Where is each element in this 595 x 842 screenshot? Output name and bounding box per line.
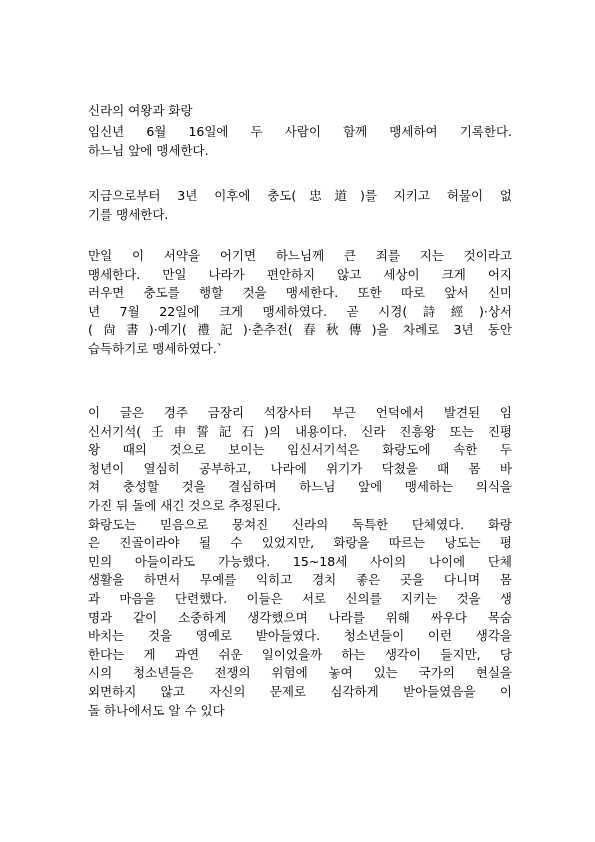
text-line: 이 글은 경주 금장리 석장사터 부근 언덕에서 발견된 임	[88, 405, 512, 420]
text-line: 하느님 앞에 맹세한다.	[88, 142, 209, 158]
text-line: 민의 아들이라도 가능했다. 15~18세 사이의 나이에 단체	[88, 553, 512, 569]
text-line: 맹세한다. 만일 나라가 편안하지 않고 세상이 크게 어지	[88, 266, 512, 282]
text-line: 한다는 게 과연 쉬운 일이었을까 하는 생각이 들지만, 당	[88, 646, 512, 662]
text-line: 러우면 충도를 행할 것을 맹세한다. 또한 따로 앞서 신미	[88, 285, 512, 301]
text-line: 습득하기로 맹세하였다.`	[88, 340, 223, 356]
text-line: 외면하지 않고 자신의 문제로 심각하게 받아들였음을 이	[88, 683, 512, 699]
text-line: (尙書)·예기(禮記)·춘추전(春秋傳)을 차례로 3년 동안	[88, 322, 512, 338]
document-title: 신라의 여왕과 화랑	[88, 103, 193, 118]
pledge-paragraph-1	[88, 123, 512, 160]
text-line: 명과 같이 소중하게 생각했으며 나라를 위해 싸우다 목숨	[88, 609, 512, 625]
text-line: 지금으로부터 3년 이후에 충도(忠道)를 지키고 허물이 없	[88, 188, 512, 203]
text-line: 왕 때의 것으로 보이는 임신서기석은 화랑도에 속한 두	[88, 442, 512, 458]
text-line: 신서기석(壬申誓記石)의 내용이다. 신라 진흥왕 또는 진평	[88, 423, 512, 439]
text-line: 은 진골이라야 될 수 있었지만, 화랑을 따르는 낭도는 평	[88, 535, 512, 551]
pledge-paragraph-2	[88, 187, 512, 224]
text-line: 만일 이 서약을 어기면 하느님께 큰 죄를 지는 것이라고	[88, 248, 512, 263]
text-line: 생활을 하면서 무예를 익히고 경치 좋은 곳을 다니며 몸	[88, 572, 512, 588]
text-line: 쳐 충성할 것을 결심하며 하느님 앞에 맹세하는 의식을	[88, 479, 512, 495]
text-line: 돌 하나에서도 알 수 있다	[88, 702, 225, 718]
text-line: 청년이 열심히 공부하고, 나라에 위기가 닥쳤을 때 몸 바	[88, 460, 512, 476]
text-line: 화랑도는 믿음으로 뭉쳐진 신라의 독특한 단체였다. 화랑	[88, 516, 512, 532]
text-line: 가진 뒤 돌에 새긴 것으로 추정된다.	[88, 497, 281, 513]
text-line: 년 7월 22일에 크게 맹세하였다. 곧 시경(詩經)·상서	[88, 303, 512, 319]
text-line: 임신년 6월 16일에 두 사람이 함께 맹세하여 기록한다.	[88, 124, 512, 139]
text-line: 시의 청소년들은 전쟁의 위험에 놓여 있는 국가의 현실을	[88, 665, 512, 681]
text-line: 기를 맹세한다.	[88, 206, 169, 222]
pledge-paragraph-3	[88, 247, 512, 359]
text-line: 과 마음을 단련했다. 이들은 서로 신의를 지키는 것을 생	[88, 590, 512, 606]
text-line: 바치는 것을 영예로 받아들였다. 청소년들이 이런 생각을	[88, 628, 512, 644]
explanation-paragraph	[88, 404, 512, 720]
